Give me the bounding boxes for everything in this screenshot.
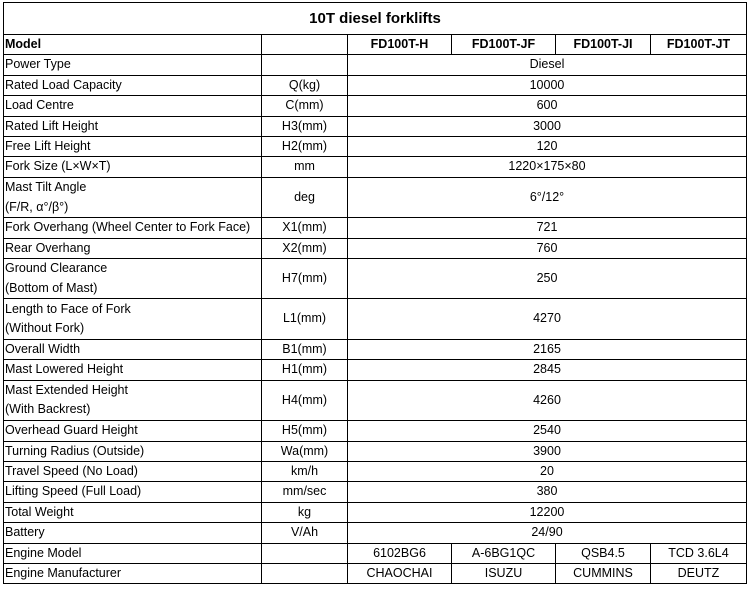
param-label: Battery bbox=[4, 523, 262, 543]
param-label: Rated Load Capacity bbox=[4, 75, 262, 95]
value-cell: 250 bbox=[348, 259, 747, 299]
param-label: Rated Lift Height bbox=[4, 116, 262, 136]
param-label: Power Type bbox=[4, 55, 262, 75]
unit-cell: L1(mm) bbox=[262, 299, 348, 339]
unit-cell: C(mm) bbox=[262, 96, 348, 116]
param-label: Load Centre bbox=[4, 96, 262, 116]
unit-cell bbox=[262, 55, 348, 75]
table-title: 10T diesel forklifts bbox=[4, 3, 747, 35]
param-label: Overhead Guard Height bbox=[4, 421, 262, 441]
param-label: Mast Lowered Height bbox=[4, 360, 262, 380]
header-model-4: FD100T-JT bbox=[651, 35, 747, 55]
engine-model-3: QSB4.5 bbox=[556, 543, 651, 563]
spec-row-engine-model bbox=[4, 543, 747, 563]
engine-manufacturer-3: CUMMINS bbox=[556, 563, 651, 583]
param-label: Engine Manufacturer bbox=[4, 563, 262, 583]
unit-cell: X1(mm) bbox=[262, 218, 348, 238]
value-cell: 2540 bbox=[348, 421, 747, 441]
spec-row-turning-radius bbox=[4, 441, 747, 461]
param-label: Travel Speed (No Load) bbox=[4, 461, 262, 481]
spec-row-mast-lowered-height bbox=[4, 360, 747, 380]
spec-row-total-weight bbox=[4, 502, 747, 522]
spec-row-rated-load-capacity bbox=[4, 75, 747, 95]
param-label-line-2: (Without Fork) bbox=[5, 321, 85, 336]
header-model-1: FD100T-H bbox=[348, 35, 452, 55]
unit-cell: H5(mm) bbox=[262, 421, 348, 441]
spec-row-load-centre bbox=[4, 96, 747, 116]
unit-cell: H4(mm) bbox=[262, 380, 348, 420]
value-cell: 6°/12° bbox=[348, 177, 747, 217]
spec-row-rear-overhang bbox=[4, 238, 747, 258]
unit-cell bbox=[262, 543, 348, 563]
value-cell: 760 bbox=[348, 238, 747, 258]
title-row bbox=[4, 3, 747, 35]
spec-row-mast-extended-height bbox=[4, 380, 747, 420]
engine-model-1: 6102BG6 bbox=[348, 543, 452, 563]
value-cell: 4270 bbox=[348, 299, 747, 339]
value-cell: 10000 bbox=[348, 75, 747, 95]
engine-model-4: TCD 3.6L4 bbox=[651, 543, 747, 563]
unit-cell: deg bbox=[262, 177, 348, 217]
param-label-line-2: (Bottom of Mast) bbox=[5, 280, 98, 295]
param-label: Fork Overhang (Wheel Center to Fork Face) bbox=[4, 218, 262, 238]
param-label-line-1: Mast Tilt Angle bbox=[5, 180, 87, 195]
value-cell: 600 bbox=[348, 96, 747, 116]
spec-row-rated-lift-height bbox=[4, 116, 747, 136]
value-cell: 1220×175×80 bbox=[348, 157, 747, 177]
unit-cell: H1(mm) bbox=[262, 360, 348, 380]
spec-row-length-to-face-of-fork bbox=[4, 299, 747, 339]
param-label: Engine Model bbox=[4, 543, 262, 563]
value-cell: 3000 bbox=[348, 116, 747, 136]
unit-cell: mm/sec bbox=[262, 482, 348, 502]
header-unit-label bbox=[262, 35, 348, 55]
header-row bbox=[4, 35, 747, 55]
param-label: Free Lift Height bbox=[4, 137, 262, 157]
spec-row-fork-size bbox=[4, 157, 747, 177]
param-label: Total Weight bbox=[4, 502, 262, 522]
value-cell: 2845 bbox=[348, 360, 747, 380]
value-cell: 20 bbox=[348, 461, 747, 481]
spec-row-overall-width bbox=[4, 339, 747, 359]
spec-row-engine-manufacturer bbox=[4, 563, 747, 583]
unit-cell: H7(mm) bbox=[262, 259, 348, 299]
spec-row-battery bbox=[4, 523, 747, 543]
engine-model-2: A-6BG1QC bbox=[452, 543, 556, 563]
spec-row-travel-speed bbox=[4, 461, 747, 481]
value-cell: 120 bbox=[348, 137, 747, 157]
param-label: Rear Overhang bbox=[4, 238, 262, 258]
unit-cell: mm bbox=[262, 157, 348, 177]
spec-row-mast-tilt-angle bbox=[4, 177, 747, 217]
unit-cell: H2(mm) bbox=[262, 137, 348, 157]
param-label: Fork Size (L×W×T) bbox=[4, 157, 262, 177]
value-cell: 24/90 bbox=[348, 523, 747, 543]
engine-manufacturer-2: ISUZU bbox=[452, 563, 556, 583]
param-label bbox=[4, 380, 262, 420]
unit-cell: H3(mm) bbox=[262, 116, 348, 136]
param-label-line-1: Length to Face of Fork bbox=[5, 301, 131, 316]
unit-cell: V/Ah bbox=[262, 523, 348, 543]
value-cell: 3900 bbox=[348, 441, 747, 461]
value-cell: 2165 bbox=[348, 339, 747, 359]
spec-row-free-lift-height bbox=[4, 137, 747, 157]
engine-manufacturer-1: CHAOCHAI bbox=[348, 563, 452, 583]
unit-cell: X2(mm) bbox=[262, 238, 348, 258]
spec-row-ground-clearance bbox=[4, 259, 747, 299]
param-label: Turning Radius (Outside) bbox=[4, 441, 262, 461]
unit-cell bbox=[262, 563, 348, 583]
param-label: Overall Width bbox=[4, 339, 262, 359]
value-cell: Diesel bbox=[348, 55, 747, 75]
unit-cell: B1(mm) bbox=[262, 339, 348, 359]
param-label bbox=[4, 299, 262, 339]
value-cell: 380 bbox=[348, 482, 747, 502]
value-cell: 4260 bbox=[348, 380, 747, 420]
header-param-label: Model bbox=[4, 35, 262, 55]
unit-cell: Wa(mm) bbox=[262, 441, 348, 461]
param-label bbox=[4, 177, 262, 217]
header-model-3: FD100T-JI bbox=[556, 35, 651, 55]
spec-table-body bbox=[4, 3, 747, 584]
param-label-line-1: Ground Clearance bbox=[5, 261, 108, 276]
param-label-line-2: (With Backrest) bbox=[5, 402, 91, 417]
spec-row-fork-overhang bbox=[4, 218, 747, 238]
unit-cell: km/h bbox=[262, 461, 348, 481]
spec-row-overhead-guard-height bbox=[4, 421, 747, 441]
spec-table bbox=[3, 2, 747, 584]
spec-row-lifting-speed bbox=[4, 482, 747, 502]
value-cell: 12200 bbox=[348, 502, 747, 522]
param-label-line-2: (F/R, α°/β°) bbox=[5, 199, 69, 214]
param-label-line-1: Mast Extended Height bbox=[5, 382, 128, 397]
engine-manufacturer-4: DEUTZ bbox=[651, 563, 747, 583]
param-label bbox=[4, 259, 262, 299]
param-label: Lifting Speed (Full Load) bbox=[4, 482, 262, 502]
header-model-2: FD100T-JF bbox=[452, 35, 556, 55]
unit-cell: Q(kg) bbox=[262, 75, 348, 95]
value-cell: 721 bbox=[348, 218, 747, 238]
unit-cell: kg bbox=[262, 502, 348, 522]
spec-row-power-type bbox=[4, 55, 747, 75]
